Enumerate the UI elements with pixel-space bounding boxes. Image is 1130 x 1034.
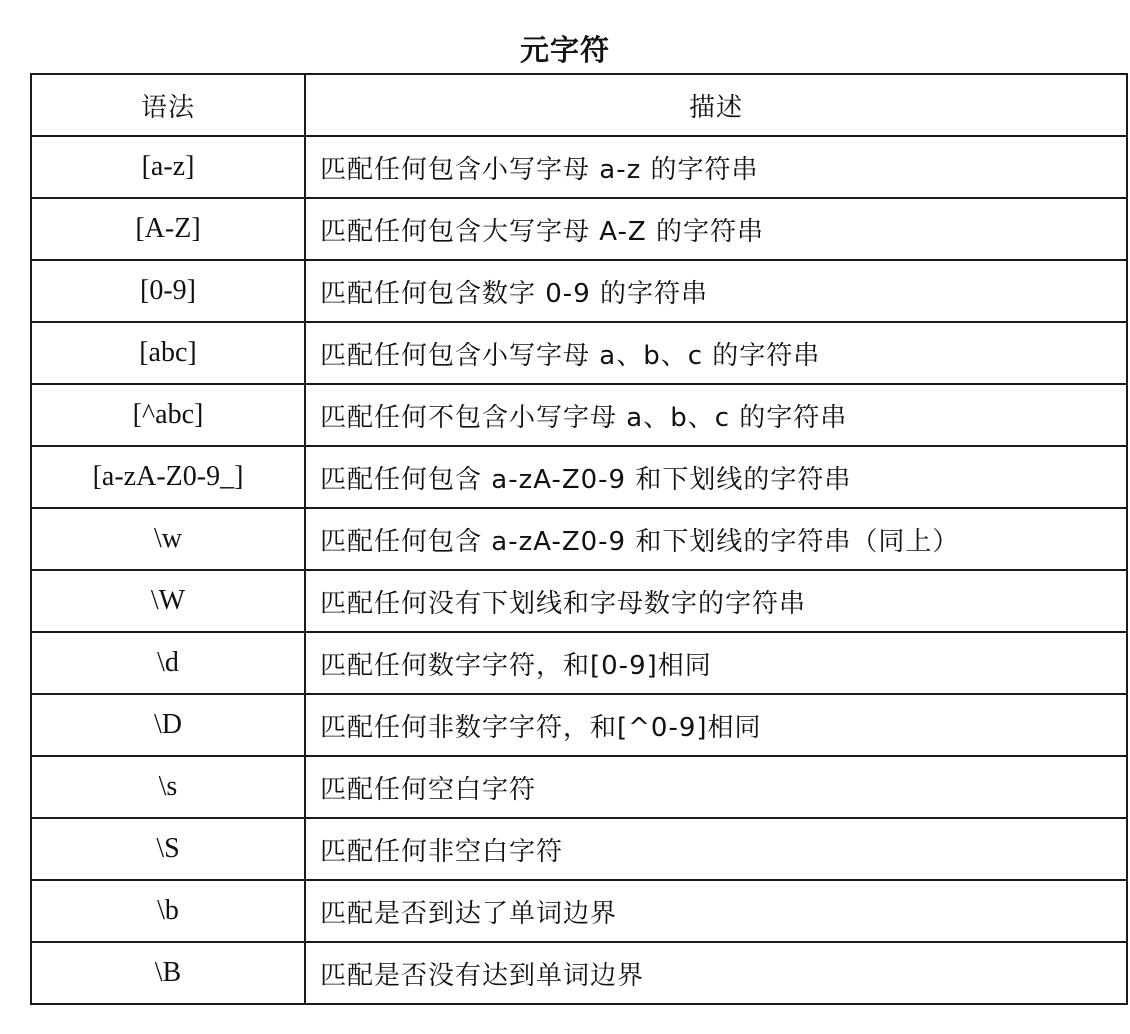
- description-cell: 匹配任何没有下划线和字母数字的字符串: [305, 570, 1127, 632]
- description-cell: 匹配任何非数字字符，和[^0-9]相同: [305, 694, 1127, 756]
- table-row: [31, 322, 1127, 384]
- table-row: [31, 136, 1127, 198]
- table-row: [31, 260, 1127, 322]
- description-cell: 匹配任何包含 a-zA-Z0-9 和下划线的字符串: [305, 446, 1127, 508]
- description-cell: 匹配任何包含大写字母 A-Z 的字符串: [305, 198, 1127, 260]
- syntax-cell: \w: [31, 508, 305, 570]
- syntax-cell: [A-Z]: [31, 198, 305, 260]
- syntax-cell: [^abc]: [31, 384, 305, 446]
- description-cell: 匹配任何非空白字符: [305, 818, 1127, 880]
- table-row: [31, 384, 1127, 446]
- table-row: [31, 880, 1127, 942]
- syntax-cell: [a-z]: [31, 136, 305, 198]
- syntax-cell: [0-9]: [31, 260, 305, 322]
- description-cell: 匹配是否到达了单词边界: [305, 880, 1127, 942]
- description-cell: 匹配任何包含小写字母 a-z 的字符串: [305, 136, 1127, 198]
- description-cell: 匹配任何不包含小写字母 a、b、c 的字符串: [305, 384, 1127, 446]
- syntax-cell: \W: [31, 570, 305, 632]
- table-header-row: [31, 74, 1127, 136]
- metacharacter-table: [30, 73, 1128, 1005]
- description-cell: 匹配是否没有达到单词边界: [305, 942, 1127, 1004]
- table-row: [31, 756, 1127, 818]
- syntax-cell: \b: [31, 880, 305, 942]
- column-header-description: 描述: [305, 74, 1127, 136]
- syntax-cell: \B: [31, 942, 305, 1004]
- table-row: [31, 446, 1127, 508]
- description-cell: 匹配任何包含数字 0-9 的字符串: [305, 260, 1127, 322]
- description-cell: 匹配任何包含 a-zA-Z0-9 和下划线的字符串（同上）: [305, 508, 1127, 570]
- syntax-cell: \S: [31, 818, 305, 880]
- syntax-cell: \s: [31, 756, 305, 818]
- syntax-cell: [abc]: [31, 322, 305, 384]
- table-row: [31, 570, 1127, 632]
- page-title: 元字符: [519, 33, 610, 67]
- description-cell: 匹配任何包含小写字母 a、b、c 的字符串: [305, 322, 1127, 384]
- syntax-cell: [a-zA-Z0-9_]: [31, 446, 305, 508]
- syntax-cell: \d: [31, 632, 305, 694]
- column-header-syntax: 语法: [31, 74, 305, 136]
- description-cell: 匹配任何数字字符，和[0-9]相同: [305, 632, 1127, 694]
- table-row: [31, 694, 1127, 756]
- syntax-cell: \D: [31, 694, 305, 756]
- description-cell: 匹配任何空白字符: [305, 756, 1127, 818]
- table-row: [31, 818, 1127, 880]
- table-row: [31, 942, 1127, 1004]
- table-row: [31, 508, 1127, 570]
- table-row: [31, 632, 1127, 694]
- table-row: [31, 198, 1127, 260]
